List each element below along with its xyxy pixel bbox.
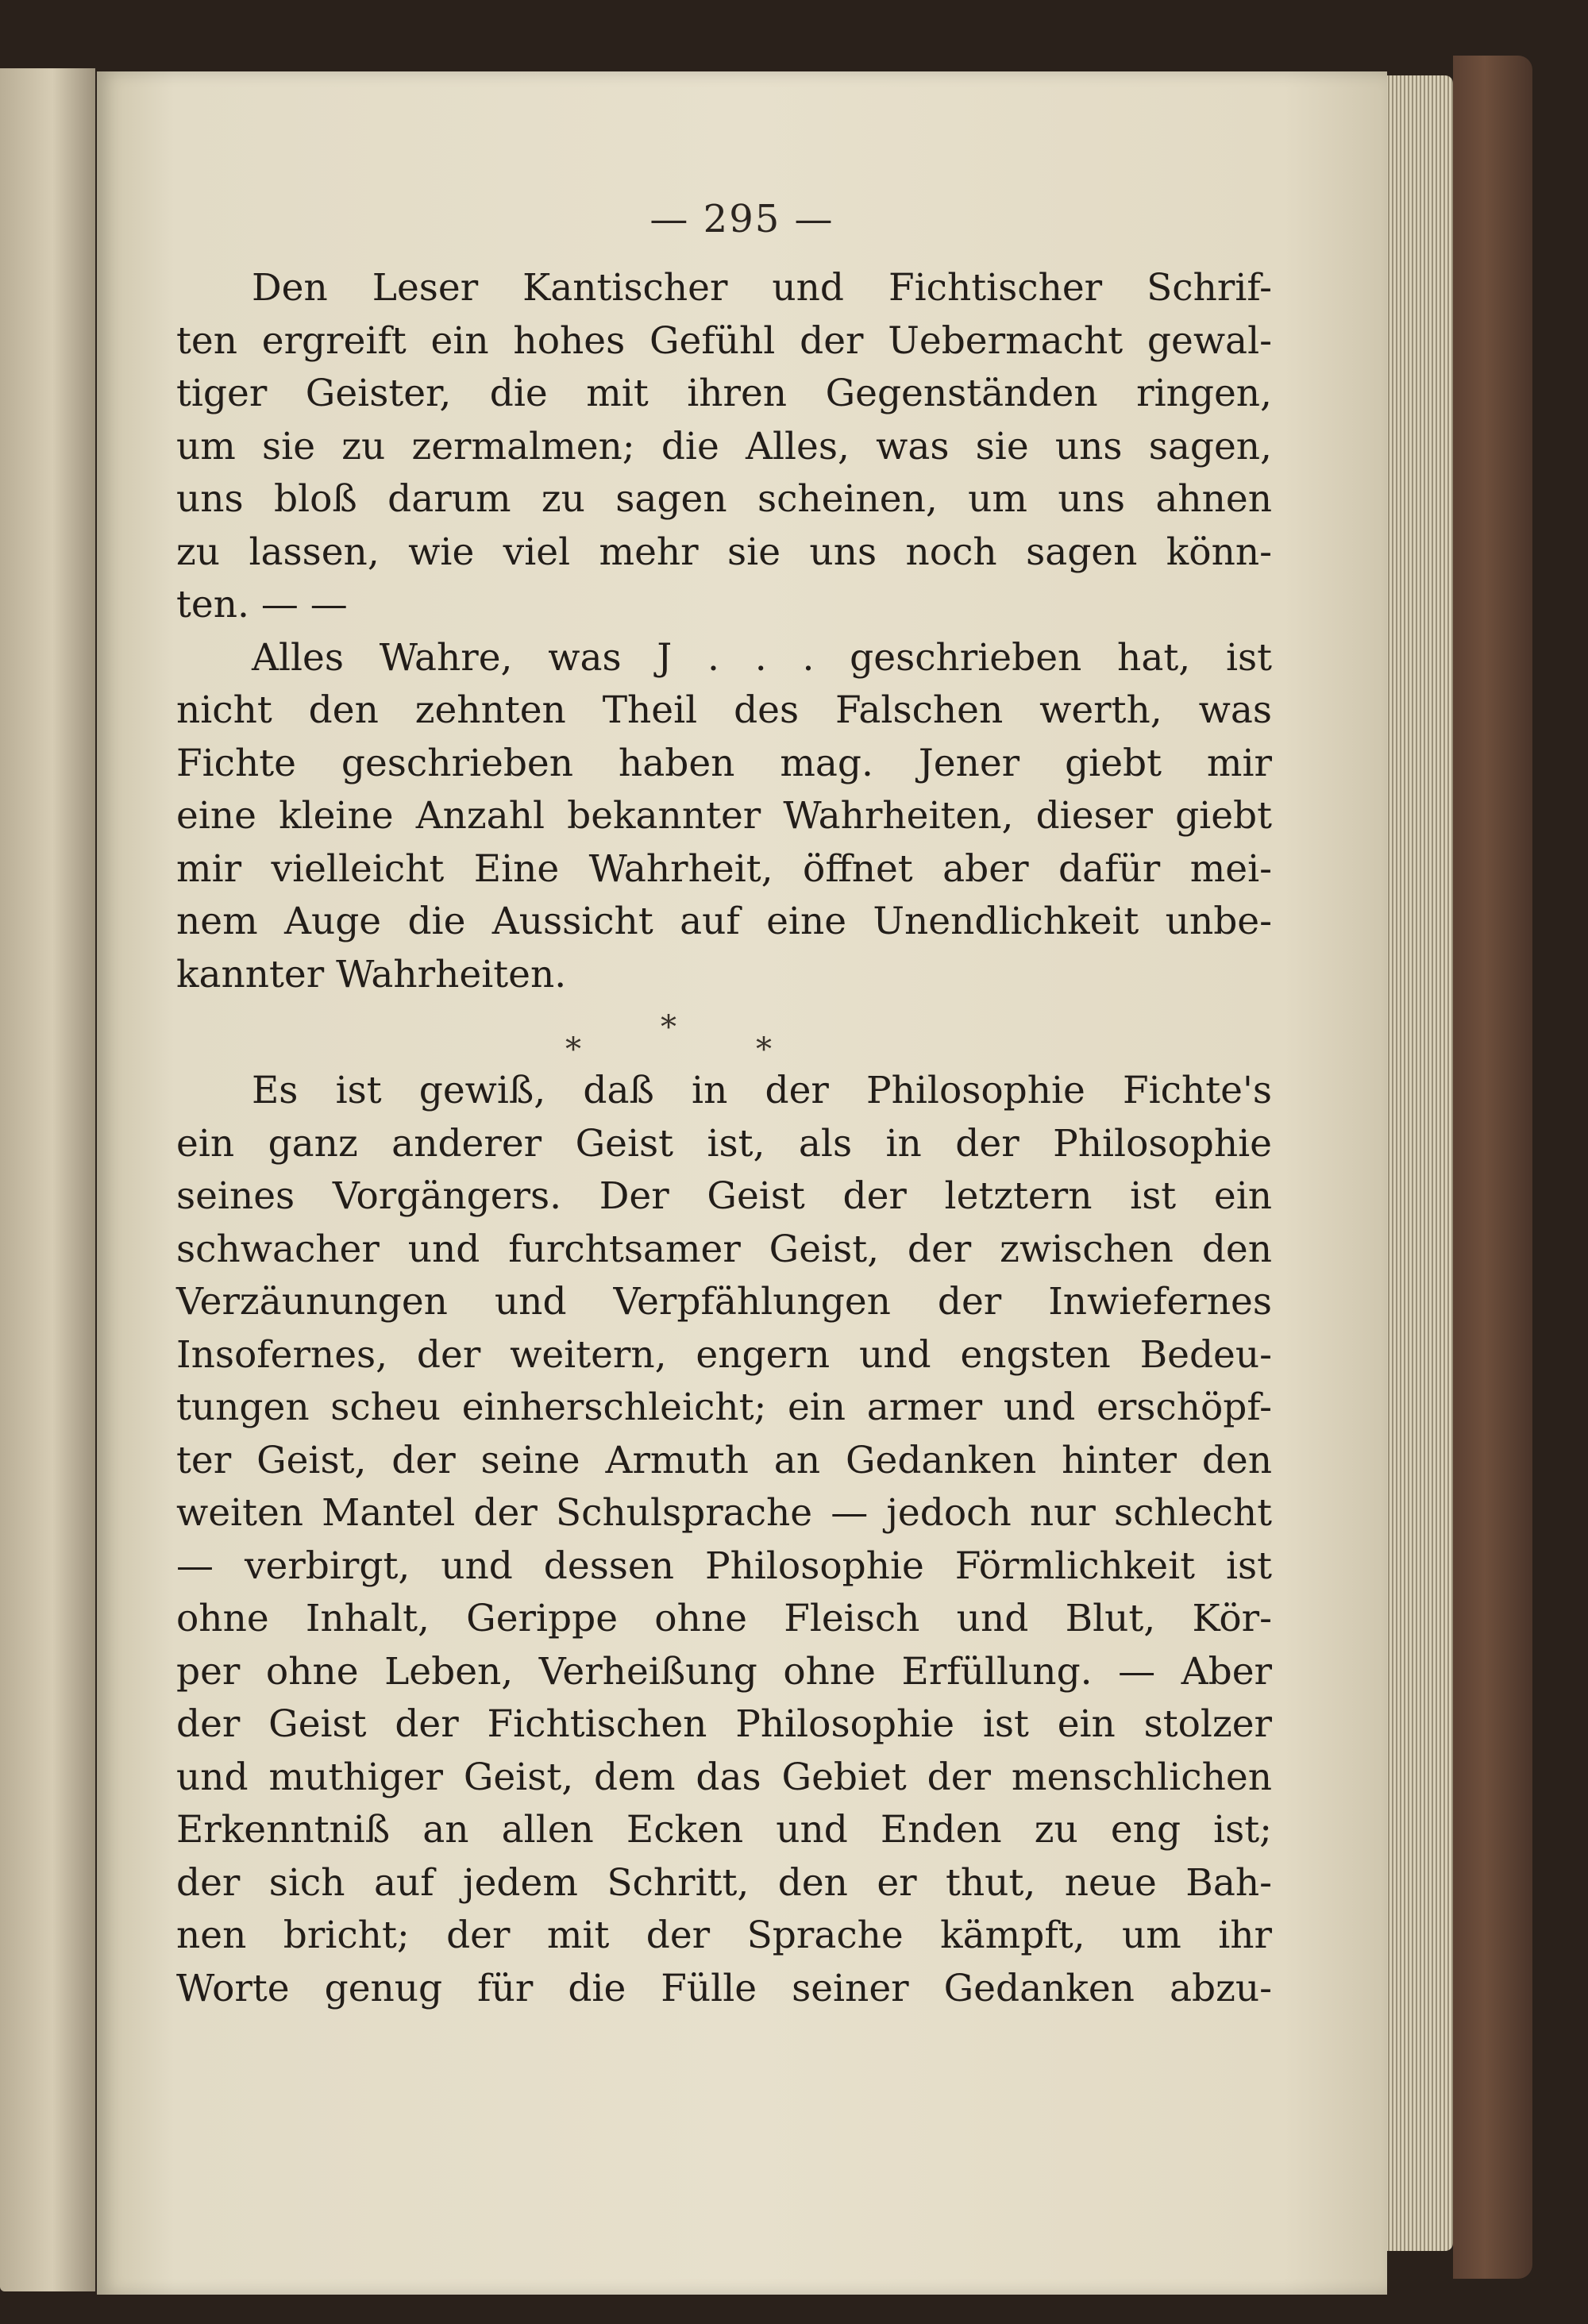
text-line: ohne Inhalt, Gerippe ohne Fleisch und Blut, Kör- <box>176 1597 1272 1640</box>
text-line: uns bloß darum zu sagen scheinen, um uns ahnen <box>176 477 1272 521</box>
text-line: ein ganz anderer Geist ist, als in der Philosophie <box>176 1121 1272 1166</box>
paragraph <box>176 1065 1272 2015</box>
paragraph <box>176 262 1272 632</box>
text-line: nen bricht; der mit der Sprache kämpft, um ihr <box>176 1914 1272 1957</box>
text-line: nicht den zehnten Theil des Falschen werth, was <box>176 688 1272 732</box>
text-line: seines Vorgängers. Der Geist der letztern ist ein <box>176 1174 1272 1218</box>
text-line: schwacher und furchtsamer Geist, der zwischen den <box>176 1227 1272 1271</box>
text-line: tungen scheu einherschleicht; ein armer und erschöpf- <box>176 1386 1272 1429</box>
paragraph <box>176 632 1272 1002</box>
text-line: eine kleine Anzahl bekannter Wahrheiten, dieser giebt <box>176 794 1272 838</box>
book-page <box>97 71 1387 2295</box>
text-line: Erkenntniß an allen Ecken und Enden zu eng ist; <box>176 1808 1272 1852</box>
text-line: tiger Geister, die mit ihren Gegenständen ringen, <box>176 372 1272 415</box>
text-line: ter Geist, der seine Armuth an Gedanken hinter den <box>176 1438 1272 1482</box>
facing-page-edge <box>0 68 95 2291</box>
text-line: mir vielleicht Eine Wahrheit, öffnet aber dafür mei- <box>176 846 1272 891</box>
page-stack-edges <box>1382 75 1453 2251</box>
text-line: der Geist der Fichtischen Philosophie ist ein stolzer <box>176 1702 1272 1746</box>
text-line: Fichte geschrieben haben mag. Jener giebt mir <box>176 741 1272 785</box>
separator-star: * <box>756 1031 772 1068</box>
text-line: per ohne Leben, Verheißung ohne Erfüllung. — Aber <box>176 1649 1272 1694</box>
text-line: Worte genug für die Fülle seiner Gedanken abzu- <box>176 1966 1272 2010</box>
text-line: kannter Wahrheiten. <box>176 952 567 996</box>
book-cover-edge <box>1453 56 1532 2279</box>
separator-star: * <box>661 1009 676 1046</box>
section-separator <box>176 1001 1272 1068</box>
text-line: Es ist gewiß, daß in der Philosophie Fichte's <box>252 1069 1272 1112</box>
page-number: — 295 — <box>649 197 834 241</box>
text-line: nem Auge die Aussicht auf eine Unendlichkeit unbe- <box>176 900 1272 943</box>
text-line: ten. — — <box>176 583 348 626</box>
text-line: — verbirgt, und dessen Philosophie Förmlichkeit ist <box>176 1544 1272 1588</box>
text-line: und muthiger Geist, dem das Gebiet der menschlichen <box>176 1755 1272 1799</box>
text-line: Alles Wahre, was J . . . geschrieben hat, ist <box>252 635 1272 680</box>
text-line: um sie zu zermalmen; die Alles, was sie uns sagen, <box>176 424 1272 468</box>
text-line: der sich auf jedem Schritt, den er thut, neue Bah- <box>176 1860 1272 1905</box>
separator-star: * <box>565 1031 581 1068</box>
text-line: zu lassen, wie viel mehr sie uns noch sagen könn- <box>176 530 1272 574</box>
text-line: ten ergreift ein hohes Gefühl der Uebermacht gewal- <box>176 318 1272 363</box>
text-line: Insofernes, der weitern, engern und engsten Bedeu- <box>176 1332 1272 1377</box>
body-text <box>176 262 1272 2015</box>
text-line: weiten Mantel der Schulsprache — jedoch nur schlecht <box>176 1491 1272 1535</box>
text-line: Den Leser Kantischer und Fichtischer Schrif- <box>252 266 1272 310</box>
text-line: Verzäunungen und Verpfählungen der Inwiefernes <box>176 1280 1272 1324</box>
